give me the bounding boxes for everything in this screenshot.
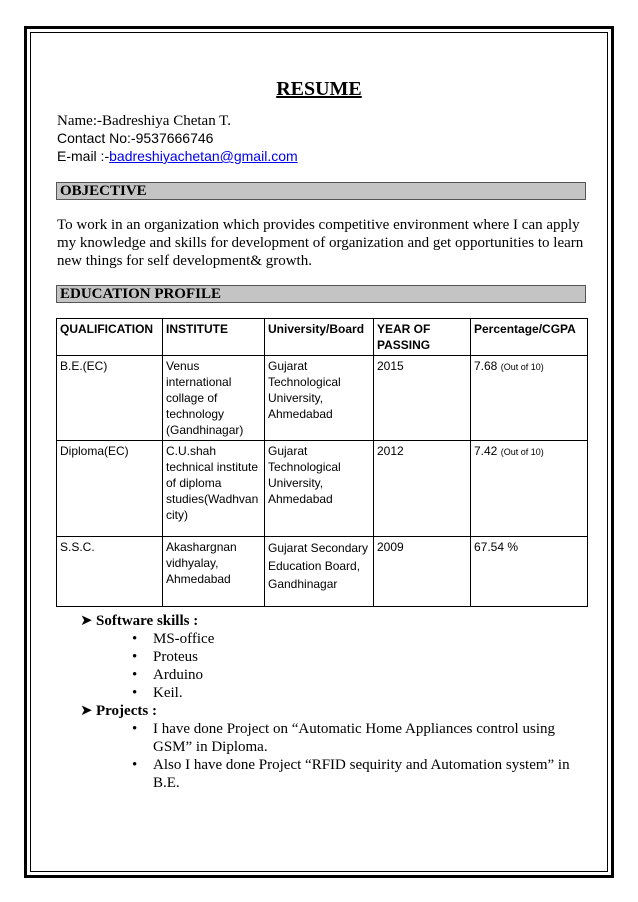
header-percentage-cgpa: Percentage/CGPA: [471, 319, 588, 356]
cell-score: 67.54 %: [471, 537, 588, 607]
score-note: (Out of 10): [500, 362, 544, 372]
list-item: [80, 756, 580, 792]
education-table: [56, 318, 588, 607]
bullet-icon: •: [132, 667, 138, 683]
education-heading: EDUCATION PROFILE: [56, 285, 586, 303]
bullet-icon: •: [132, 649, 138, 665]
projects-label: Projects :: [96, 703, 157, 719]
bullet-icon: •: [132, 631, 138, 647]
cell-qualification: B.E.(EC): [57, 356, 163, 441]
cell-year: 2015: [374, 356, 471, 441]
arrow-bullet-icon: ➤: [80, 703, 93, 719]
software-skill: MS-office: [153, 631, 215, 647]
bullet-icon: •: [132, 757, 138, 773]
cell-score: [471, 356, 588, 441]
bullet-icon: •: [132, 685, 138, 701]
table-header-row: [57, 319, 588, 356]
skills-projects-list: [80, 612, 580, 792]
software-skill: Keil.: [153, 685, 183, 701]
name-line: Name:-Badreshiya Chetan T.: [57, 113, 231, 129]
header-institute: INSTITUTE: [163, 319, 265, 356]
list-item: [80, 720, 580, 756]
contact-line: Contact No:-9537666746: [57, 130, 214, 146]
bullet-icon: •: [132, 721, 138, 737]
header-qualification: QUALIFICATION: [57, 319, 163, 356]
header-university-board: University/Board: [265, 319, 374, 356]
cell-board: Gujarat Technological University, Ahmedabad: [265, 441, 374, 537]
table-row: [57, 537, 588, 607]
cell-year: 2012: [374, 441, 471, 537]
score-value: 7.68: [474, 359, 498, 373]
email-link[interactable]: badreshiyachetan@gmail.com: [109, 148, 298, 164]
cell-institute: Akashargnan vidhyalay, Ahmedabad: [163, 537, 265, 607]
arrow-bullet-icon: ➤: [80, 613, 93, 629]
cell-qualification: Diploma(EC): [57, 441, 163, 537]
score-note: (Out of 10): [500, 447, 544, 457]
software-skills-heading: [80, 612, 580, 630]
cell-board: Gujarat Secondary Education Board, Gandhinagar: [265, 537, 374, 607]
software-skill: Proteus: [153, 649, 198, 665]
score-value: 7.42: [474, 444, 498, 458]
resume-title: RESUME: [276, 78, 362, 100]
table-row: [57, 441, 588, 537]
list-item: [80, 666, 580, 684]
software-skill: Arduino: [153, 667, 203, 683]
header-year-of-passing: YEAR OF PASSING: [374, 319, 471, 356]
cell-score: [471, 441, 588, 537]
cell-institute: Venus international collage of technology (Gandhinagar): [163, 356, 265, 441]
cell-institute: C.U.shah technical institute of diploma studies(Wadhvan city): [163, 441, 265, 537]
table-row: [57, 356, 588, 441]
objective-heading: OBJECTIVE: [56, 182, 586, 200]
list-item: [80, 630, 580, 648]
cell-qualification: S.S.C.: [57, 537, 163, 607]
objective-text: To work in an organization which provides competitive environment where I can apply my knowledge and skills for development of organization and get opportunities to learn new things for self development& growth.: [57, 217, 584, 269]
list-item: [80, 684, 580, 702]
email-label: E-mail :-: [57, 148, 110, 164]
project-item: I have done Project on “Automatic Home Appliances control using GSM” in Diploma.: [153, 721, 555, 755]
software-skills-label: Software skills :: [96, 613, 199, 629]
project-item: Also I have done Project “RFID sequirity and Automation system” in B.E.: [153, 757, 570, 791]
cell-year: 2009: [374, 537, 471, 607]
projects-heading: [80, 702, 580, 720]
email-line: [57, 148, 298, 164]
list-item: [80, 648, 580, 666]
cell-board: Gujarat Technological University, Ahmedabad: [265, 356, 374, 441]
